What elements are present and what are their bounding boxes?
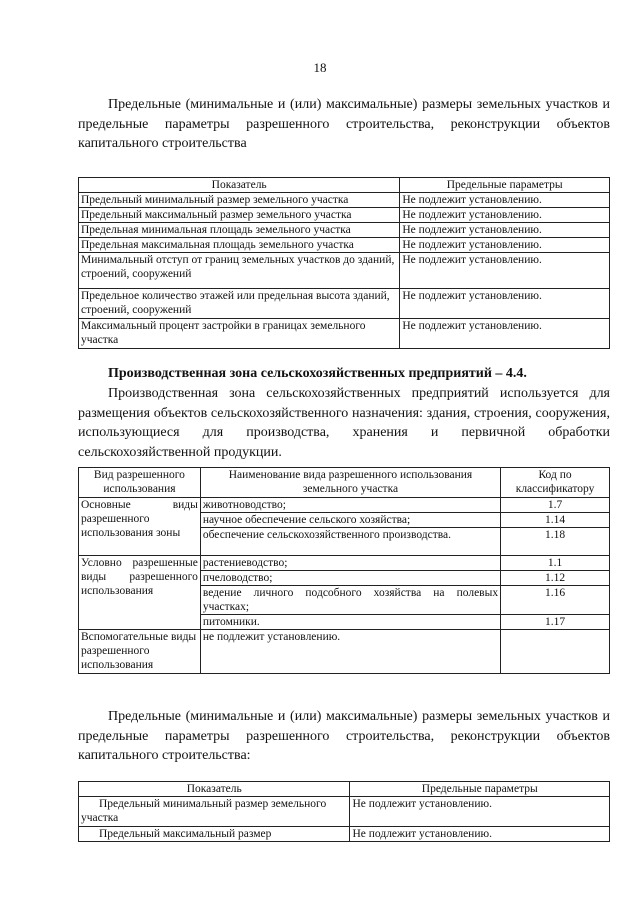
indicator-cell: Предельное количество этажей или предельная высота зданий, строений, сооружений: [79, 289, 400, 319]
use-name-cell: не подлежит установлению.: [200, 630, 500, 674]
zone-heading: Производственная зона сельскохозяйственных предприятий – 4.4.: [108, 366, 527, 381]
table-row: [79, 289, 610, 319]
code-cell: 1.1: [501, 556, 610, 571]
table-row: [79, 208, 610, 223]
zone-description: Производственная зона сельскохозяйственных предприятий используется для размещения объектов сельскохозяйственного назначения: здания, строения, сооружения, использующиеся для производства, хранения и первичной обработки сельскохозяйственной продукции.: [78, 386, 610, 460]
table-row: [79, 223, 610, 238]
use-name-cell: растениеводство;: [200, 556, 500, 571]
indicator-cell: Предельный минимальный размер земельного участка: [79, 193, 400, 208]
limits-table-2: [78, 781, 610, 842]
use-name-cell: обеспечение сельскохозяйственного производства.: [200, 528, 500, 556]
parameter-cell: Не подлежит установлению.: [350, 827, 610, 842]
header-parameters: Предельные параметры: [350, 782, 610, 797]
parameter-cell: Не подлежит установлению.: [400, 289, 610, 319]
code-cell: 1.17: [501, 615, 610, 630]
indicator-cell: Предельный максимальный размер земельного участка: [79, 208, 400, 223]
indicator-cell: Минимальный отступ от границ земельных участков до зданий, строений, сооружений: [79, 253, 400, 289]
header-code: Код по классификатору: [501, 468, 610, 498]
indicator-cell: Предельная минимальная площадь земельного участка: [79, 223, 400, 238]
table-row: [79, 630, 610, 674]
use-group-auxiliary: Вспомогательные виды разрешенного использования: [79, 630, 201, 674]
table-row: [79, 797, 610, 827]
intro-paragraph-1: Предельные (минимальные и (или) максимальные) размеры земельных участков и предельные параметры разрешенного строительства, реконструкции объектов капитального строительства: [78, 97, 610, 151]
table-row: [79, 238, 610, 253]
header-use-name: Наименование вида разрешенного использования земельного участка: [200, 468, 500, 498]
parameter-cell: Не подлежит установлению.: [400, 208, 610, 223]
use-name-cell: животноводство;: [200, 498, 500, 513]
table-row: [79, 498, 610, 513]
intro-paragraph-2: Предельные (минимальные и (или) максимальные) размеры земельных участков и предельные параметры разрешенного строительства, реконструкции объектов капитального строительства:: [78, 709, 610, 763]
table-row: [79, 319, 610, 349]
code-cell: 1.12: [501, 571, 610, 586]
header-parameters: Предельные параметры: [400, 178, 610, 193]
parameter-cell: Не подлежит установлению.: [400, 319, 610, 349]
header-indicator: Показатель: [79, 178, 400, 193]
table-row: [79, 556, 610, 571]
use-name-cell: питомники.: [200, 615, 500, 630]
indicator-cell: Предельный максимальный размер: [79, 827, 350, 842]
page-number: 18: [313, 60, 327, 75]
permitted-use-table: [78, 467, 610, 674]
table-row: [79, 193, 610, 208]
indicator-cell: Максимальный процент застройки в границах земельного участка: [79, 319, 400, 349]
use-group-conditional: Условно разрешенные виды разрешенного использования: [79, 556, 201, 630]
code-cell: 1.16: [501, 586, 610, 615]
parameter-cell: Не подлежит установлению.: [400, 238, 610, 253]
header-use-type: Вид разрешенного использования: [79, 468, 201, 498]
parameter-cell: Не подлежит установлению.: [400, 253, 610, 289]
parameter-cell: Не подлежит установлению.: [400, 223, 610, 238]
table-row: [79, 253, 610, 289]
table-row: [79, 827, 610, 842]
code-cell: 1.14: [501, 513, 610, 528]
parameter-cell: Не подлежит установлению.: [400, 193, 610, 208]
header-indicator: Показатель: [79, 782, 350, 797]
use-name-cell: пчеловодство;: [200, 571, 500, 586]
limits-table-1: [78, 177, 610, 349]
use-name-cell: ведение личного подсобного хозяйства на полевых участках;: [200, 586, 500, 615]
use-name-cell: научное обеспечение сельского хозяйства;: [200, 513, 500, 528]
code-cell: 1.7: [501, 498, 610, 513]
indicator-cell: Предельный минимальный размер земельного участка: [79, 797, 350, 827]
parameter-cell: Не подлежит установлению.: [350, 797, 610, 827]
indicator-cell: Предельная максимальная площадь земельного участка: [79, 238, 400, 253]
use-group-main: Основные виды разрешенного использования зоны: [79, 498, 201, 556]
code-cell: [501, 630, 610, 674]
code-cell: 1.18: [501, 528, 610, 556]
